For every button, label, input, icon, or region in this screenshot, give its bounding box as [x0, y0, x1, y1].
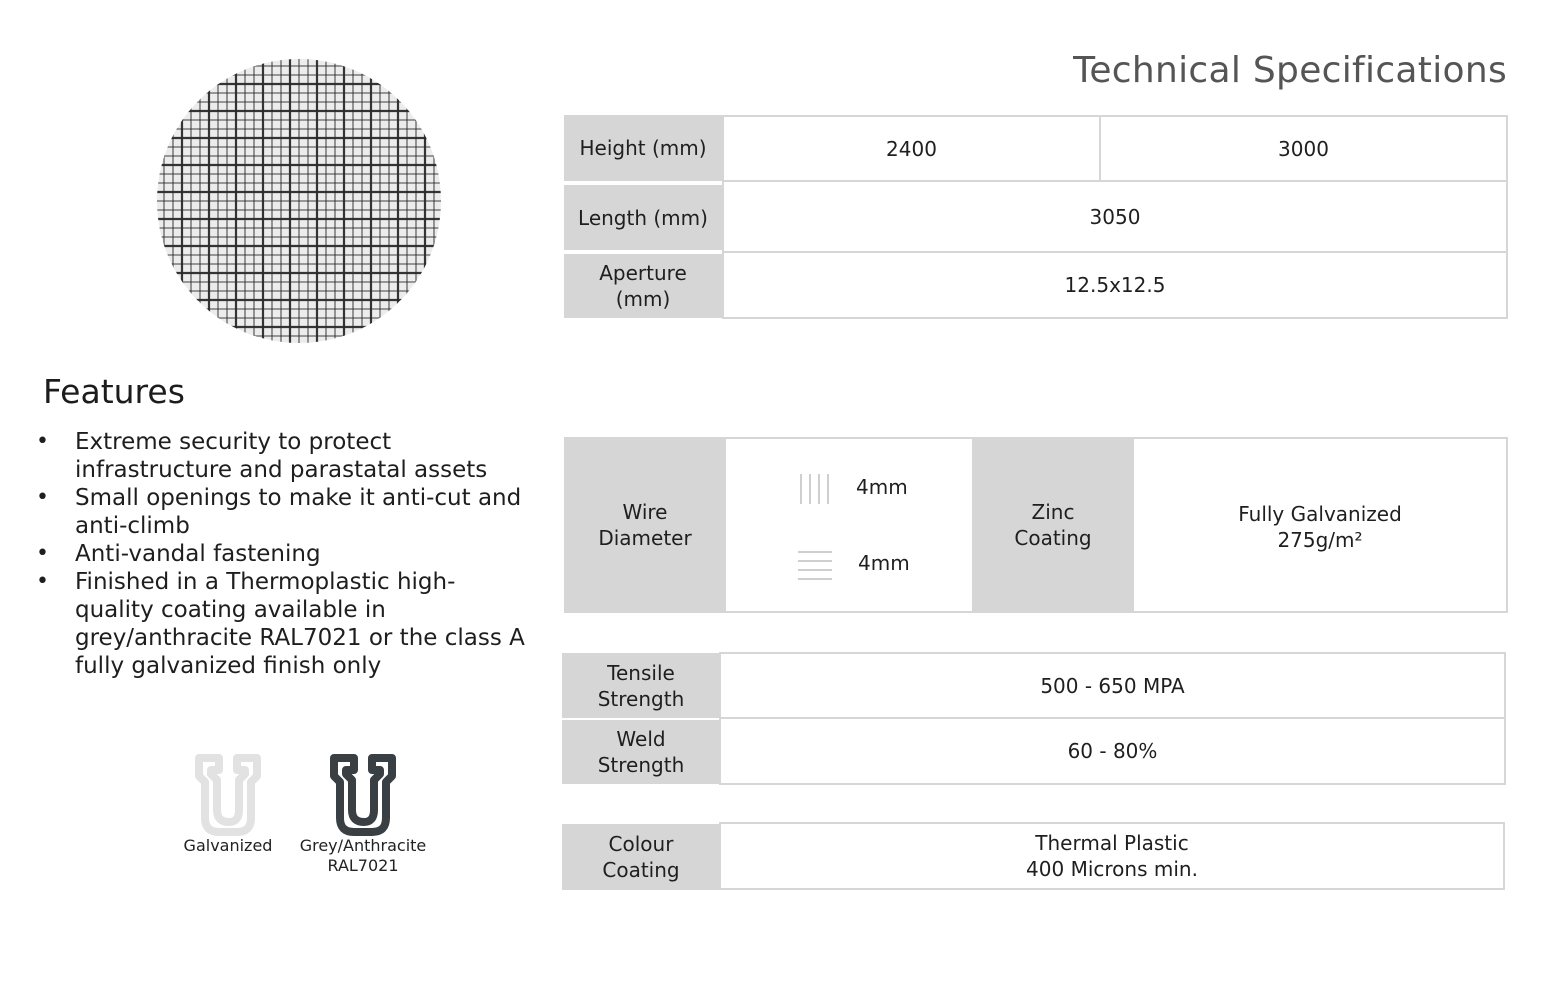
profile-label-galvanized: Galvanized — [183, 836, 273, 855]
height-label: Height (mm) — [564, 115, 722, 181]
aperture-label: Aperture (mm) — [564, 254, 722, 318]
horizontal-wire-icon — [798, 550, 834, 584]
height-value-1: 2400 — [722, 115, 1101, 182]
length-label: Length (mm) — [564, 185, 722, 250]
aperture-value: 12.5x12.5 — [722, 251, 1508, 319]
features-list — [36, 428, 526, 680]
page-title: Technical Specifications — [1073, 50, 1507, 91]
feature-item: • Extreme security to protect infrastructure and parastatal assets — [36, 428, 526, 484]
vertical-wire-icon — [798, 474, 834, 504]
anthracite-post-icon — [328, 752, 398, 836]
feature-item: • Small openings to make it anti-cut and anti-climb — [36, 484, 526, 540]
feature-item: • Finished in a Thermoplastic high-quality coating available in grey/anthracite RAL7021 or the class A fully galvanized finish only — [36, 568, 526, 680]
features-heading: Features — [43, 372, 185, 411]
weld-strength-value: 60 - 80% — [719, 717, 1506, 785]
length-value: 3050 — [722, 180, 1508, 253]
profile-label-anthracite: Grey/Anthracite RAL7021 — [299, 836, 427, 875]
tensile-strength-value: 500 - 650 MPA — [719, 652, 1506, 719]
wire-horizontal-value: 4mm — [858, 551, 910, 575]
feature-item: • Anti-vandal fastening — [36, 540, 526, 568]
wire-diameter-label: Wire Diameter — [564, 437, 726, 613]
mesh-sample-image — [155, 57, 443, 345]
wire-diameter-values — [724, 437, 974, 613]
profile-galvanized — [168, 752, 288, 856]
colour-coating-label: Colour Coating — [562, 824, 720, 890]
zinc-coating-value: Fully Galvanized 275g/m² — [1132, 437, 1508, 613]
weld-strength-label: Weld Strength — [562, 720, 720, 784]
tensile-strength-label: Tensile Strength — [562, 653, 720, 718]
wire-vertical-value: 4mm — [856, 475, 908, 499]
galvanized-post-icon — [193, 752, 263, 836]
colour-coating-value: Thermal Plastic 400 Microns min. — [719, 822, 1505, 890]
zinc-coating-label: Zinc Coating — [972, 437, 1134, 613]
height-value-2: 3000 — [1099, 115, 1508, 182]
profile-grey-anthracite — [290, 752, 436, 876]
